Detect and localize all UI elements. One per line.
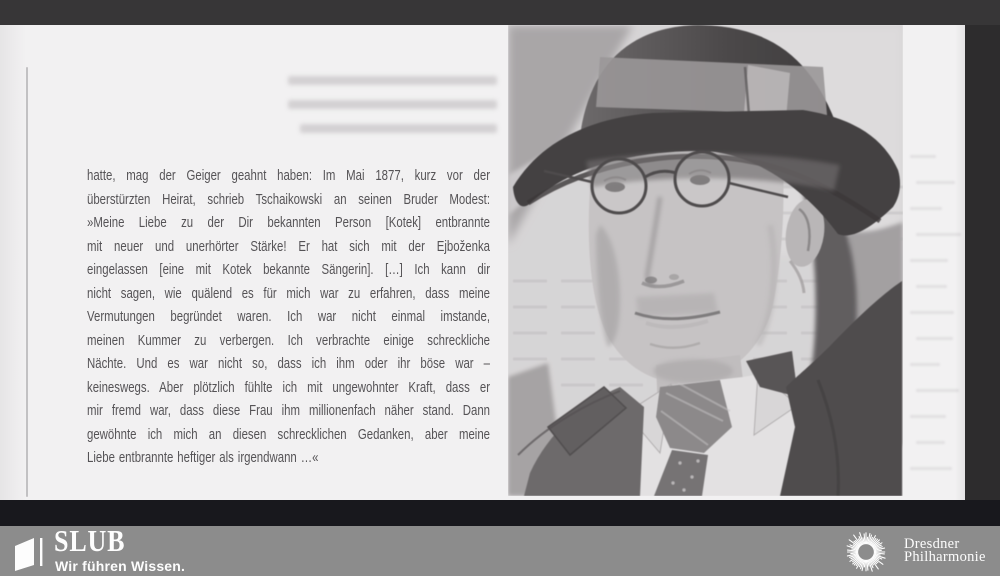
bleed-text-fragment <box>916 337 953 340</box>
philharmonie-logo <box>840 526 1000 576</box>
hat-band <box>596 57 827 115</box>
bleed-text-fragment <box>910 311 954 314</box>
slub-logo <box>13 523 233 574</box>
bleed-text-line <box>288 76 497 85</box>
text-line: keineswegs. Aber plötzlich fühlte ich mit ungewohnter Kraft, dass er <box>87 378 491 396</box>
bleed-text-fragment <box>916 181 955 184</box>
bleed-text-fragment <box>910 363 940 366</box>
bleed-text-fragment <box>916 285 947 288</box>
page-fold-crease <box>26 67 28 497</box>
bleed-text-fragment <box>910 467 952 470</box>
bleed-text-fragment <box>910 155 936 158</box>
text-line: meinen Kummer zu verbergen. Ich verbrachte einige schreckliche <box>87 331 491 349</box>
slub-wordmark: SLUB <box>54 523 126 558</box>
philharmonie-wordmark <box>904 538 986 564</box>
text-line: Vermutungen begründet waren. Ich war nicht einmal imstande, <box>87 308 491 325</box>
booklet-page <box>0 25 965 500</box>
text-line: gewöhnte ich mich an diesen schrecklichen Gedanken, aber meine <box>87 425 491 443</box>
footer-bar <box>0 523 1000 576</box>
text-line: hatte, mag der Geiger geahnt haben: Im Mai 1877, kurz vor der <box>87 167 491 184</box>
text-line: Liebe entbrannte heftiger als irgendwann …« <box>87 449 319 466</box>
page-gutter-shading <box>0 25 26 500</box>
bleed-text-line <box>300 124 497 133</box>
scan-frame-right <box>965 25 1000 526</box>
philharmonie-line1: Dresdner <box>904 536 960 552</box>
scan-frame-top <box>0 0 1000 25</box>
slub-book-icon <box>13 537 45 571</box>
bleed-text-line <box>288 100 497 109</box>
slub-slogan: Wir führen Wissen. <box>55 558 186 574</box>
bleed-text-fragment <box>916 389 959 392</box>
page-edge-shadow <box>955 25 965 500</box>
text-line: überstürzten Heirat, schrieb Tschaikowski an seinen Bruder Modest: <box>87 190 491 208</box>
text-line: nicht sagen, wie quälend es für mich war zu erfahren, dass meine <box>87 284 491 302</box>
bleed-text-fragment <box>910 207 942 210</box>
portrait-photo-illustration <box>508 25 903 496</box>
bleed-text-fragment <box>910 259 948 262</box>
margin-bleed-text <box>910 155 958 500</box>
text-line: mit neuer und unerhörter Stärke! Er hat sich mit der Ejboženka <box>87 237 491 255</box>
bleed-text-fragment <box>916 441 945 444</box>
text-line: »Meine Liebe zu der Dir bekannten Person [Kotek] entbrannte <box>87 214 491 231</box>
bleed-text-fragment <box>910 415 946 418</box>
text-line: eingelassen [eine mit Kotek bekannte Sängerin]. […] Ich kann dir <box>87 261 491 278</box>
philharmonie-line2: Philharmonie <box>904 549 986 565</box>
philharmonie-starburst-icon <box>843 529 889 575</box>
scan-frame-bottom <box>0 500 1000 526</box>
text-line: Nächte. Und es war nicht so, dass ich ihm oder ihr böse war – <box>87 355 491 372</box>
portrait-photo <box>508 25 903 496</box>
paragraph <box>87 164 490 470</box>
text-line: mir fremd war, dass diese Frau ihm millionenfach näher stand. Dann <box>87 402 491 419</box>
